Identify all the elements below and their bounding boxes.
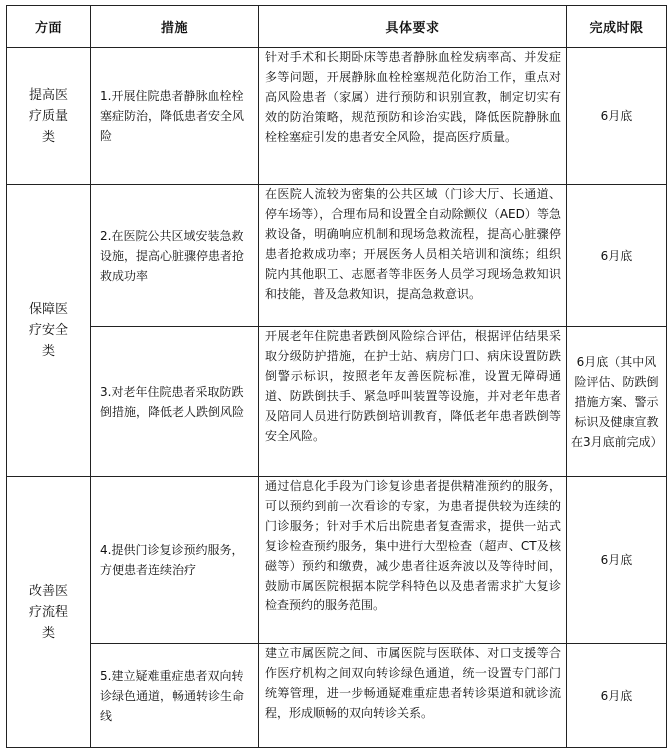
measures-table [6, 5, 667, 748]
requirement-text: 开展老年住院患者跌倒风险综合评估，根据评估结果采取分级防护措施，在护士站、病房门口、病床设置防跌倒警示标识，按照老年友善医院标准，设置无障碍通道、防跌倒扶手、紧急呼叫装置等设施，并对老年患者及陪同人员进行防跌倒培训教育，降低老年患者跌倒等安全风险。 [265, 329, 561, 443]
measure-cell [91, 477, 259, 644]
measure-text: 2.在医院公共区域安装急救设施，提高心脏骤停患者抢救成功率 [100, 228, 245, 283]
requirement-text: 建立市属医院之间、市属医院与医联体、对口支援等合作医疗机构之间双向转诊绿色通道，统一设置专门部门统筹管理，进一步畅通疑难重症患者转诊渠道和就诊流程，形成顺畅的双向转诊关系。 [265, 646, 561, 720]
requirement-text: 在医院人流较为密集的公共区域（门诊大厅、长通道、停车场等），合理布局和设置全自动除颤仪（AED）等急救设备，明确响应机制和现场急救流程，提高心脏骤停患者抢救成功率；开展医务人员相关培训和演练；组织院内其他职工、志愿者等非医务人员学习现场急救知识和技能，普及急救知识，提高急救意识。 [265, 187, 561, 301]
header-requirement: 具体要求 [259, 6, 567, 48]
header-deadline: 完成时限 [567, 6, 667, 48]
table-row [7, 48, 667, 185]
measure-cell [91, 327, 259, 477]
measure-text: 3.对老年住院患者采取防跌倒措施，降低老人跌倒风险 [100, 384, 245, 419]
deadline-text: 6月底（其中风险评估、防跌倒措施方案、警示标识及健康宣教在3月底前完成） [571, 354, 663, 449]
requirement-cell [259, 327, 567, 477]
requirement-cell [259, 477, 567, 644]
header-measure: 措施 [91, 6, 259, 48]
requirement-text: 通过信息化手段为门诊复诊患者提供精准预约的服务，可以预约到前一次看诊的专家，为患者提供较为连续的门诊服务；针对手术后出院患者复查需求，提供一站式复诊检查预约服务，集中进行大型检查（超声、CT及核磁等）预约和缴费，减少患者往返奔波以及等待时间，鼓励市属医院根据本院学科特色以及患者需求扩大复诊检查预约的服务范围。 [265, 479, 561, 613]
deadline-text: 6月底 [600, 109, 633, 123]
table-row [7, 644, 667, 748]
deadline-text: 6月底 [600, 688, 633, 703]
deadline-cell [567, 327, 667, 477]
requirement-cell [259, 48, 567, 185]
measure-text: 5.建立疑难重症患者双向转诊绿色通道，畅通转诊生命线 [100, 668, 245, 723]
deadline-text: 6月底 [600, 248, 633, 263]
table-row [7, 185, 667, 327]
header-category: 方面 [7, 6, 91, 48]
category-process-label: 改善医疗流程类 [28, 583, 68, 641]
requirement-text: 针对手术和长期卧床等患者静脉血栓发病率高、并发症多等问题，开展静脉血栓栓塞规范化防治工作，重点对高风险患者（家属）进行预防和识别宣教，制定切实有效的防治策略，规范预防和诊治实践，降低医院静脉血栓栓塞症引发的患者安全风险，提高医疗质量。 [265, 50, 561, 144]
measure-cell [91, 48, 259, 185]
category-safety-label: 保障医疗安全类 [28, 302, 68, 359]
header-row [7, 6, 667, 48]
deadline-cell [567, 644, 667, 748]
requirement-cell [259, 185, 567, 327]
category-cell-process [7, 477, 91, 748]
measure-cell [91, 644, 259, 748]
requirement-cell [259, 644, 567, 748]
measure-cell [91, 185, 259, 327]
deadline-text: 6月底 [600, 553, 633, 567]
deadline-cell [567, 48, 667, 185]
measure-text: 1.开展住院患者静脉血栓栓塞症防治，降低患者安全风险 [100, 89, 245, 143]
deadline-cell [567, 185, 667, 327]
category-cell-safety [7, 185, 91, 477]
category-quality-label: 提高医疗质量类 [28, 87, 68, 145]
table-row [7, 327, 667, 477]
category-cell-quality [7, 48, 91, 185]
measure-text: 4.提供门诊复诊预约服务，方便患者连续治疗 [100, 543, 244, 577]
deadline-cell [567, 477, 667, 644]
table-row [7, 477, 667, 644]
